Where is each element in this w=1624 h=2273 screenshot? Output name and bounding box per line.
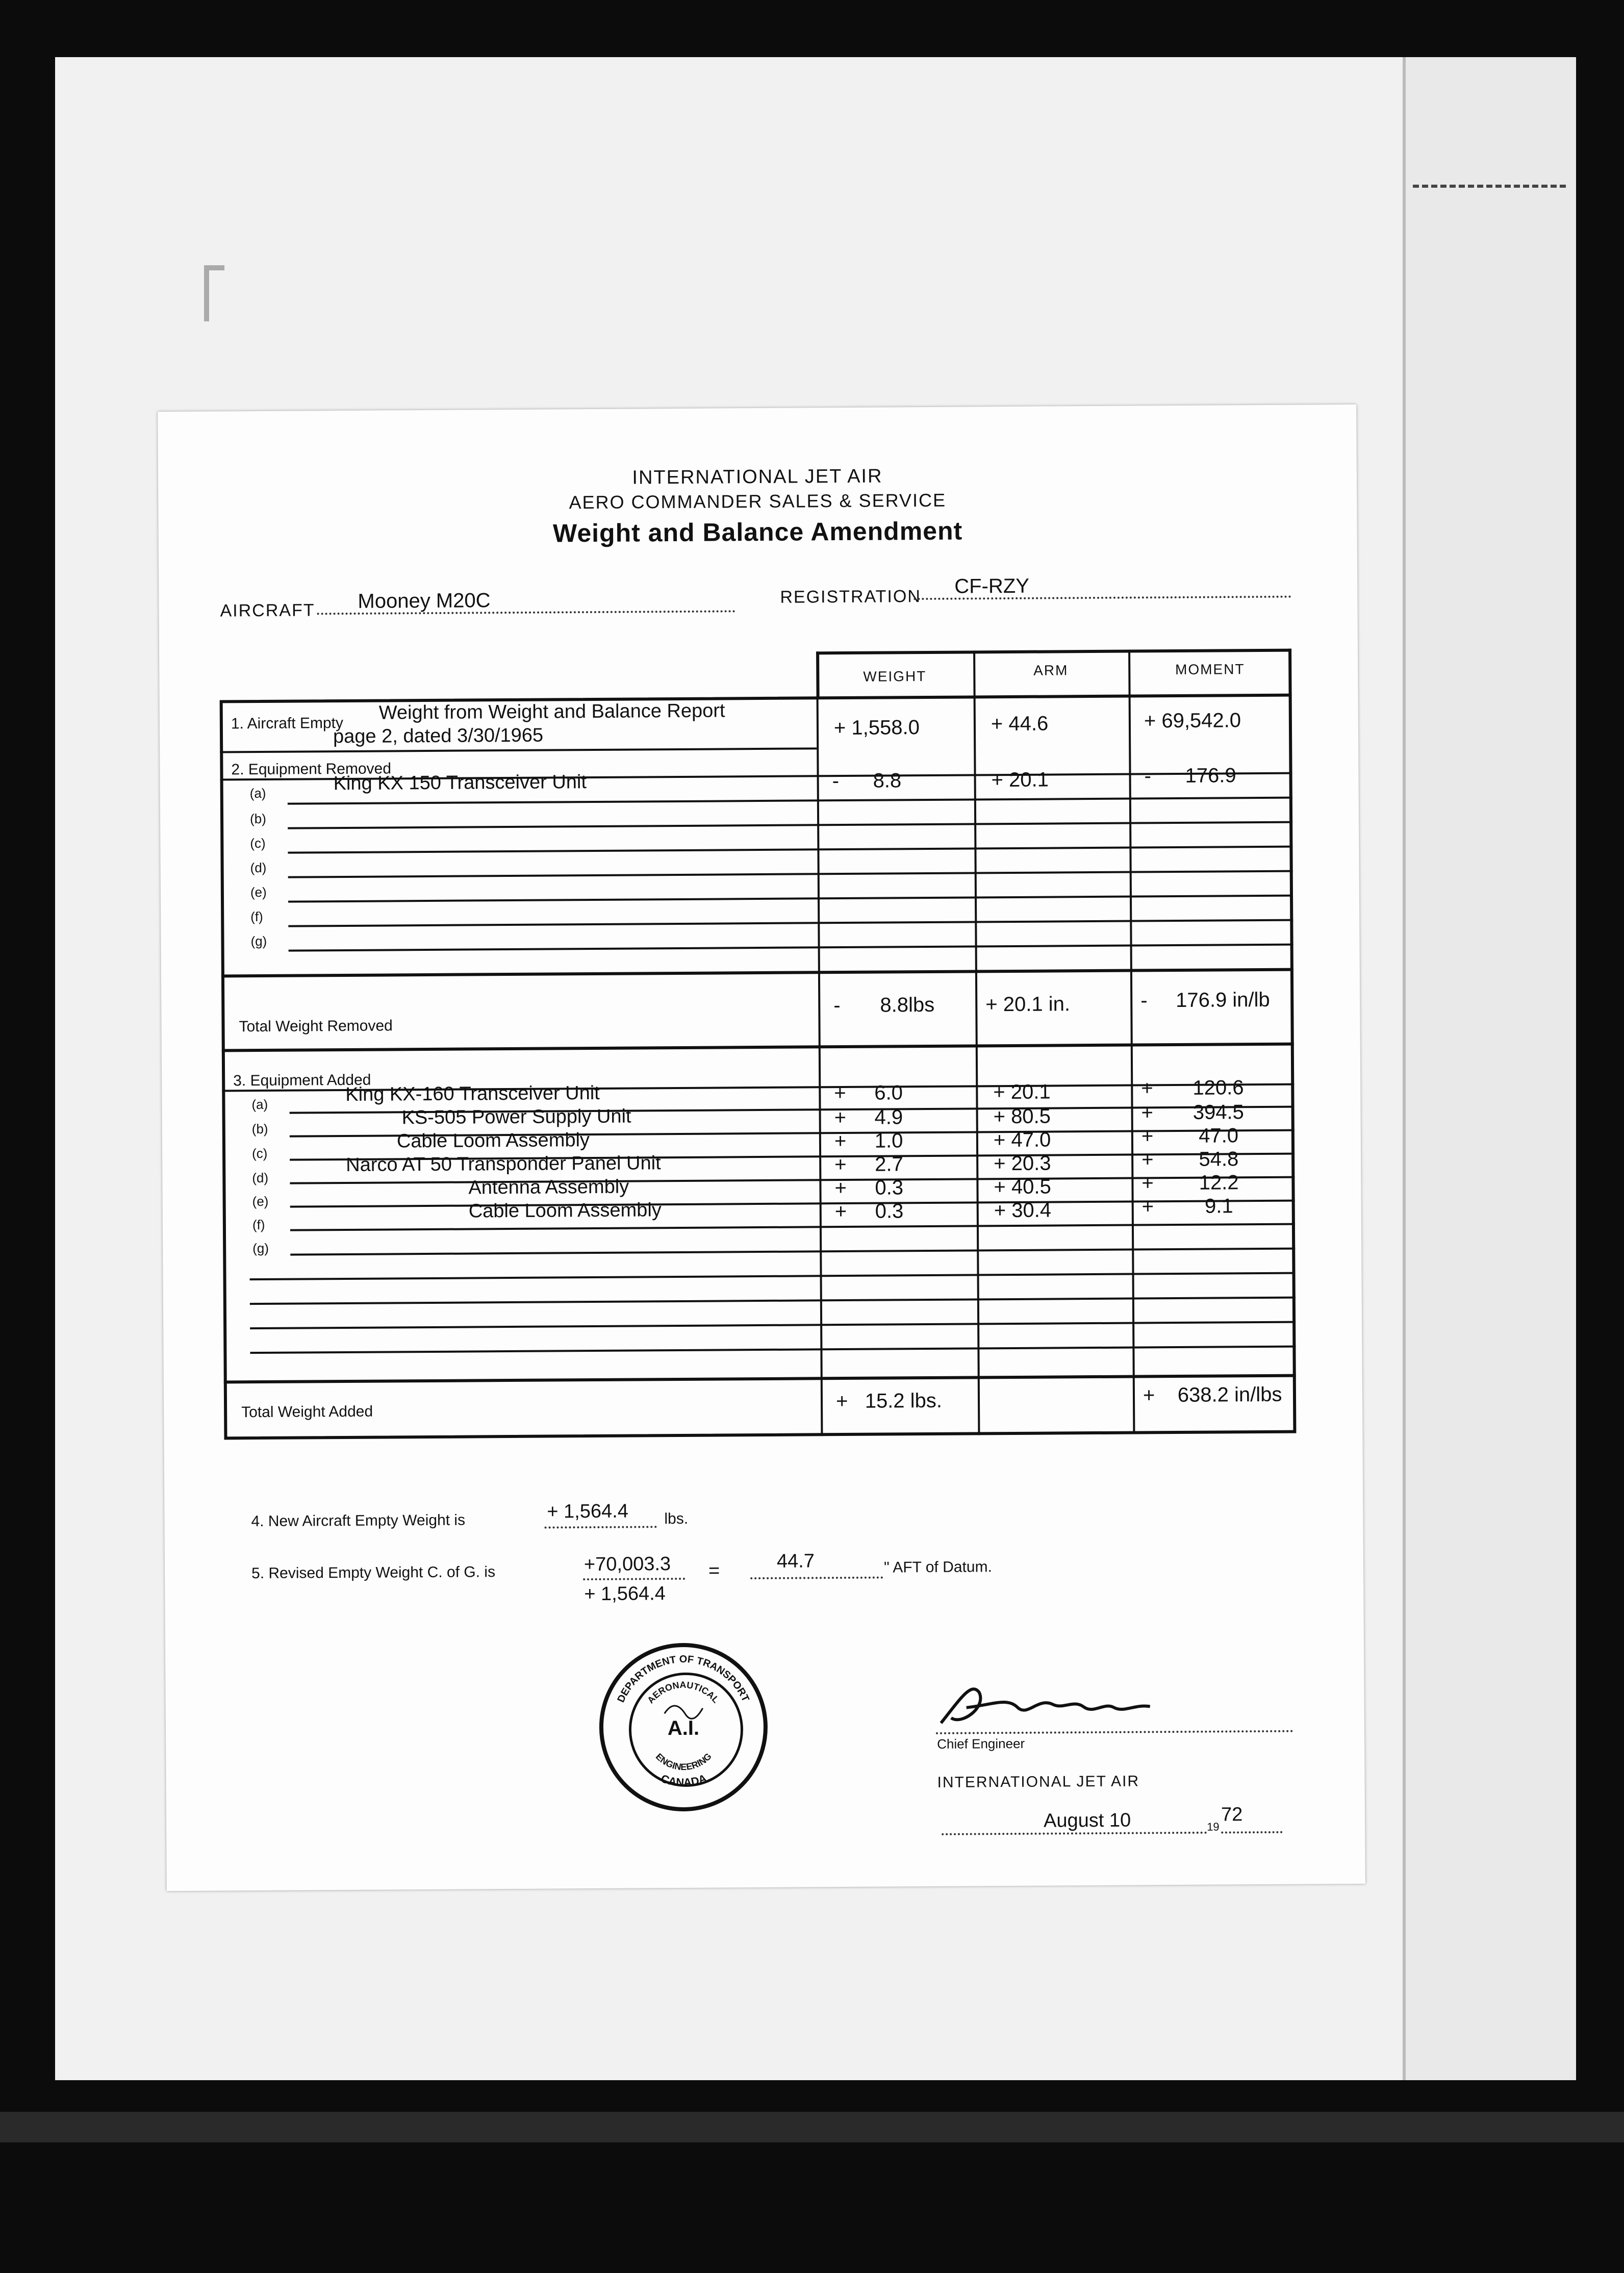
section3-letter-f: (f)	[252, 1217, 265, 1233]
item5-label: 5. Revised Empty Weight C. of G. is	[251, 1563, 496, 1582]
section2-letter-b: (b)	[249, 811, 266, 827]
total-removed-arm: + 20.1 in.	[985, 993, 1071, 1016]
section1-weight: + 1,558.0	[833, 716, 920, 740]
stamp-inner-bottom: ENGINEERING	[653, 1751, 714, 1772]
svg-text:AERONAUTICAL	[645, 1679, 721, 1705]
added-item-1-arm: + 20.1	[993, 1080, 1051, 1104]
added-item-4-arm: + 20.3	[994, 1152, 1051, 1175]
added-item-2-desc: KS-505 Power Supply Unit	[401, 1105, 631, 1129]
section2-letter-c: (c)	[250, 835, 266, 851]
total-added-weight: + 15.2 lbs.	[835, 1389, 943, 1413]
item5-equals: =	[708, 1560, 720, 1582]
form-title: Weight and Balance Amendment	[552, 516, 963, 548]
stamp-outer-top: DEPARTMENT OF TRANSPORT	[615, 1653, 751, 1704]
item5-numerator: +70,003.3	[583, 1553, 671, 1576]
section2-letter-a: (a)	[249, 785, 266, 801]
date-value: August 10	[1043, 1809, 1131, 1832]
signature-scribble	[930, 1676, 1196, 1733]
arm-col-header: ARM	[1033, 662, 1069, 678]
item5-dotline-1	[583, 1578, 685, 1580]
section3-letter-e: (e)	[252, 1193, 269, 1209]
added-item-2-weight: + 4.9	[834, 1106, 903, 1129]
section1-desc-2: page 2, dated 3/30/1965	[333, 724, 544, 748]
section3-letter-a: (a)	[251, 1096, 268, 1113]
section3-letter-b: (b)	[251, 1121, 268, 1137]
total-removed-weight: - 8.8lbs	[833, 993, 935, 1017]
removed-item-1-desc: King KX 150 Transceiver Unit	[333, 771, 587, 795]
section2-label: 2. Equipment Removed	[231, 760, 392, 778]
added-item-5-arm: + 40.5	[994, 1175, 1051, 1199]
stamp-outer-bottom: CANADA	[659, 1772, 708, 1789]
division-name: AERO COMMANDER SALES & SERVICE	[569, 489, 947, 513]
signatory-title: Chief Engineer	[937, 1735, 1025, 1752]
added-item-5-desc: Antenna Assembly	[468, 1176, 629, 1199]
section2-letter-e: (e)	[250, 884, 267, 900]
dot-engineering-stamp	[599, 1643, 768, 1812]
section1-desc-1: Weight from Weight and Balance Report	[378, 700, 725, 724]
dashed-mark	[1413, 185, 1566, 188]
added-item-3-weight: + 1.0	[834, 1129, 903, 1153]
added-item-1-weight: + 6.0	[834, 1081, 903, 1105]
added-item-6-arm: + 30.4	[994, 1199, 1052, 1222]
added-item-1-moment: + 120.6	[1141, 1076, 1244, 1100]
total-added-moment: + 638.2 in/lbs	[1143, 1383, 1282, 1407]
aircraft-label: AIRCRAFT	[220, 600, 315, 621]
added-item-3-desc: Cable Loom Assembly	[396, 1129, 590, 1152]
added-item-5-moment: + 12.2	[1141, 1171, 1239, 1195]
year-dotline	[1221, 1831, 1282, 1834]
section3-letter-d: (d)	[252, 1170, 269, 1186]
added-item-3-moment: + 47.0	[1141, 1124, 1239, 1148]
added-item-2-arm: + 80.5	[993, 1105, 1051, 1128]
section2-letter-d: (d)	[250, 860, 267, 876]
year-value: 72	[1221, 1804, 1243, 1826]
film-strip	[0, 2112, 1624, 2142]
total-removed-label: Total Weight Removed	[239, 1017, 393, 1036]
signatory-company: INTERNATIONAL JET AIR	[937, 1773, 1140, 1791]
stamp-center: A.I.	[667, 1716, 700, 1740]
registration-label: REGISTRATION	[780, 587, 922, 607]
added-item-4-moment: + 54.8	[1141, 1148, 1239, 1171]
year-prefix: 19	[1207, 1820, 1220, 1833]
removed-item-1-arm: + 20.1	[991, 768, 1049, 792]
added-item-1-desc: King KX-160 Transceiver Unit	[345, 1082, 600, 1105]
section3-label: 3. Equipment Added	[233, 1071, 371, 1090]
added-item-5-weight: + 0.3	[834, 1176, 904, 1200]
section3-letter-c: (c)	[251, 1145, 268, 1161]
added-item-4-desc: Narco AT 50 Transponder Panel Unit	[346, 1152, 661, 1176]
weight-balance-form	[158, 405, 1365, 1891]
aircraft-value: Mooney M20C	[358, 589, 491, 613]
added-item-3-arm: + 47.0	[993, 1128, 1051, 1152]
moment-col-header: MOMENT	[1175, 661, 1245, 678]
added-item-2-moment: + 394.5	[1141, 1101, 1244, 1124]
date-dotline	[942, 1832, 1207, 1835]
section1-moment: + 69,542.0	[1144, 709, 1241, 733]
added-item-4-weight: + 2.7	[834, 1153, 903, 1176]
item5-result: 44.7	[776, 1550, 815, 1572]
company-name: INTERNATIONAL JET AIR	[632, 465, 883, 489]
item5-dotline-2	[750, 1577, 883, 1580]
added-item-6-moment: + 9.1	[1141, 1195, 1233, 1218]
weight-col-header: WEIGHT	[863, 668, 927, 685]
total-removed-moment: - 176.9 in/lb	[1140, 988, 1270, 1012]
item4-unit: lbs.	[664, 1510, 689, 1528]
svg-text:DEPARTMENT OF TRANSPORT	[615, 1653, 751, 1704]
svg-text:ENGINEERING	[654, 1751, 714, 1773]
removed-item-1-moment: - 176.9	[1144, 764, 1236, 788]
section2-letter-g: (g)	[250, 933, 267, 949]
added-item-6-weight: + 0.3	[834, 1200, 904, 1223]
item4-dotline	[545, 1526, 657, 1528]
item4-label: 4. New Aircraft Empty Weight is	[251, 1511, 466, 1530]
item5-suffix: " AFT of Datum.	[883, 1558, 992, 1576]
item5-denominator: + 1,564.4	[584, 1583, 666, 1605]
added-item-6-desc: Cable Loom Assembly	[468, 1199, 662, 1222]
section3-letter-g: (g)	[252, 1240, 269, 1256]
section1-label: 1. Aircraft Empty	[231, 714, 344, 733]
stamp-inner-top: AERONAUTICAL	[645, 1679, 721, 1706]
svg-text:CANADA	[659, 1772, 708, 1789]
item4-value: + 1,564.4	[547, 1500, 629, 1523]
corner-bracket	[204, 265, 224, 321]
section2-letter-f: (f)	[250, 908, 263, 925]
total-added-label: Total Weight Added	[241, 1403, 373, 1421]
removed-item-1-weight: - 8.8	[832, 769, 902, 793]
section1-arm: + 44.6	[991, 712, 1049, 736]
registration-value: CF-RZY	[954, 574, 1030, 598]
folder-edge	[1403, 57, 1576, 2080]
stamp-lettering	[603, 1647, 764, 1808]
